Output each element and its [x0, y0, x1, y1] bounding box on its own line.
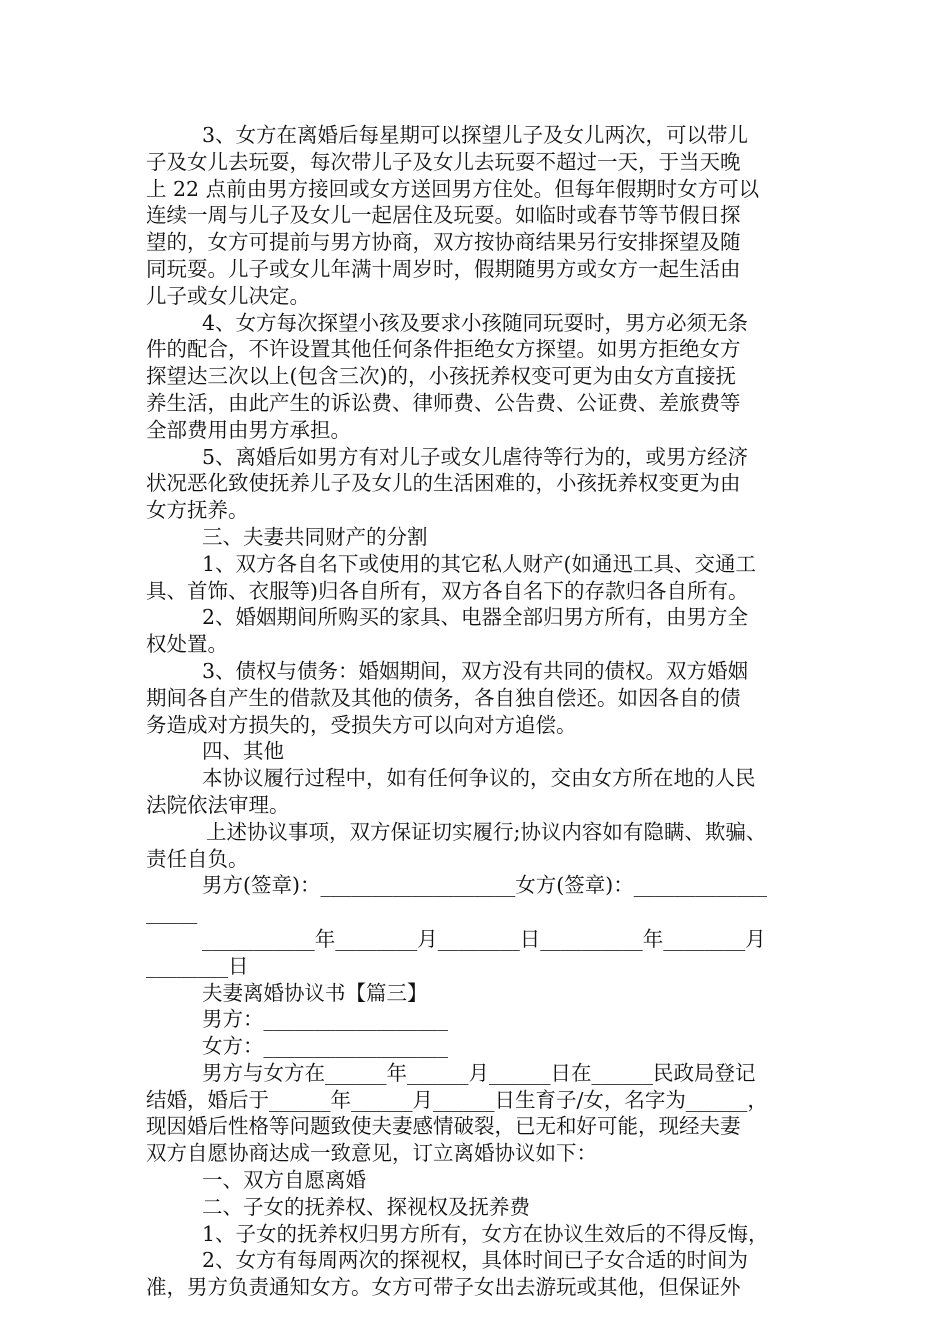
- text-line: 3、债权与债务：婚姻期间，双方没有共同的债权。双方婚姻: [202, 658, 749, 683]
- text-line: 男方(签章)：___________________女方(签章)：_____________: [202, 873, 767, 898]
- text-line: 现因婚后性格等问题致使夫妻感情破裂，已无和好可能，现经夫妻: [146, 1114, 741, 1139]
- text-line: 4、女方每次探望小孩及要求小孩随同玩耍时，男方必须无条: [202, 310, 749, 335]
- text-line: 双方自愿协商达成一致意见，订立离婚协议如下：: [146, 1141, 597, 1166]
- text-line: 期间各自产生的借款及其他的债务，各自独自偿还。如因各自的债: [146, 685, 741, 710]
- text-line: 2、婚姻期间所购买的家具、电器全部归男方所有，由男方全: [202, 605, 749, 630]
- text-line: ___________年________月________日__________年________月: [202, 926, 766, 951]
- text-line: 三、夫妻共同财产的分割: [202, 524, 428, 549]
- text-line: 连续一周与儿子及女儿一起居住及玩耍。如临时或春节等节假日探: [146, 203, 741, 228]
- text-line: 子及女儿去玩耍，每次带儿子及女儿去玩耍不超过一天，于当天晚: [146, 149, 741, 174]
- text-line: 5、离婚后如男方有对儿子或女儿虐待等行为的，或男方经济: [202, 444, 749, 469]
- text-line: 上 22 点前由男方接回或女方送回男方住处。但每年假期时女方可以: [146, 176, 760, 201]
- text-line: 女方：__________________: [202, 1034, 448, 1059]
- text-line: 望的，女方可提前与男方协商，双方按协商结果另行安排探望及随: [146, 230, 741, 255]
- text-line: 准，男方负责通知女方。女方可带子女出去游玩或其他，但保证外: [146, 1275, 741, 1300]
- text-line: 权处置。: [146, 632, 228, 657]
- text-line: 具、首饰、衣服等)归各自所有，双方各自名下的存款归各自所有。: [146, 578, 749, 603]
- text-line: 儿子或女儿决定。: [146, 283, 310, 308]
- text-line: 二、子女的抚养权、探视权及抚养费: [202, 1194, 530, 1219]
- text-line: 一、双方自愿离婚: [202, 1168, 366, 1193]
- text-line: 女方抚养。: [146, 498, 249, 523]
- text-line: _____: [146, 900, 198, 925]
- text-line: 男方与女方在______年______月______日在______民政局登记: [202, 1060, 756, 1085]
- text-line: 责任自负。: [146, 846, 249, 871]
- text-line: 养生活，由此产生的诉讼费、律师费、公告费、公证费、差旅费等: [146, 390, 741, 415]
- text-line: 件的配合，不许设置其他任何条件拒绝女方探望。如男方拒绝女方: [146, 337, 741, 362]
- text-line: ________日: [146, 953, 249, 978]
- text-line: 男方：__________________: [202, 1007, 448, 1032]
- text-line: 四、其他: [202, 739, 284, 764]
- text-line: 同玩耍。儿子或女儿年满十周岁时，假期随男方或女方一起生活由: [146, 256, 741, 281]
- text-line: 探望达三次以上(包含三次)的，小孩抚养权变可更为由女方直接抚: [146, 364, 736, 389]
- text-line: 1、子女的抚养权归男方所有，女方在协议生效后的不得反悔，: [202, 1221, 769, 1246]
- text-line: 上述协议事项，双方保证切实履行;协议内容如有隐瞒、欺骗、: [206, 819, 767, 844]
- text-line: 3、女方在离婚后每星期可以探望儿子及女儿两次，可以带儿: [202, 123, 749, 147]
- text-line: 结婚，婚后于______年______月______日生育子/女，名字为______，: [146, 1087, 768, 1112]
- text-line: 法院依法审理。: [146, 792, 290, 817]
- text-line: 全部费用由男方承担。: [146, 417, 351, 442]
- document-page: [146, 122, 826, 1301]
- text-line: 1、双方各自名下或使用的其它私人财产(如通迅工具、交通工: [202, 551, 757, 576]
- text-line: 本协议履行过程中，如有任何争议的，交由女方所在地的人民: [202, 766, 756, 791]
- text-line: 状况恶化致使抚养儿子及女儿的生活困难的，小孩抚养权变更为由: [146, 471, 741, 496]
- text-line: 2、女方有每周两次的探视权，具体时间已子女合适的时间为: [202, 1248, 749, 1273]
- text-line: 夫妻离婚协议书【篇三】: [202, 980, 428, 1005]
- text-line: 务造成对方损失的，受损失方可以向对方追偿。: [146, 712, 577, 737]
